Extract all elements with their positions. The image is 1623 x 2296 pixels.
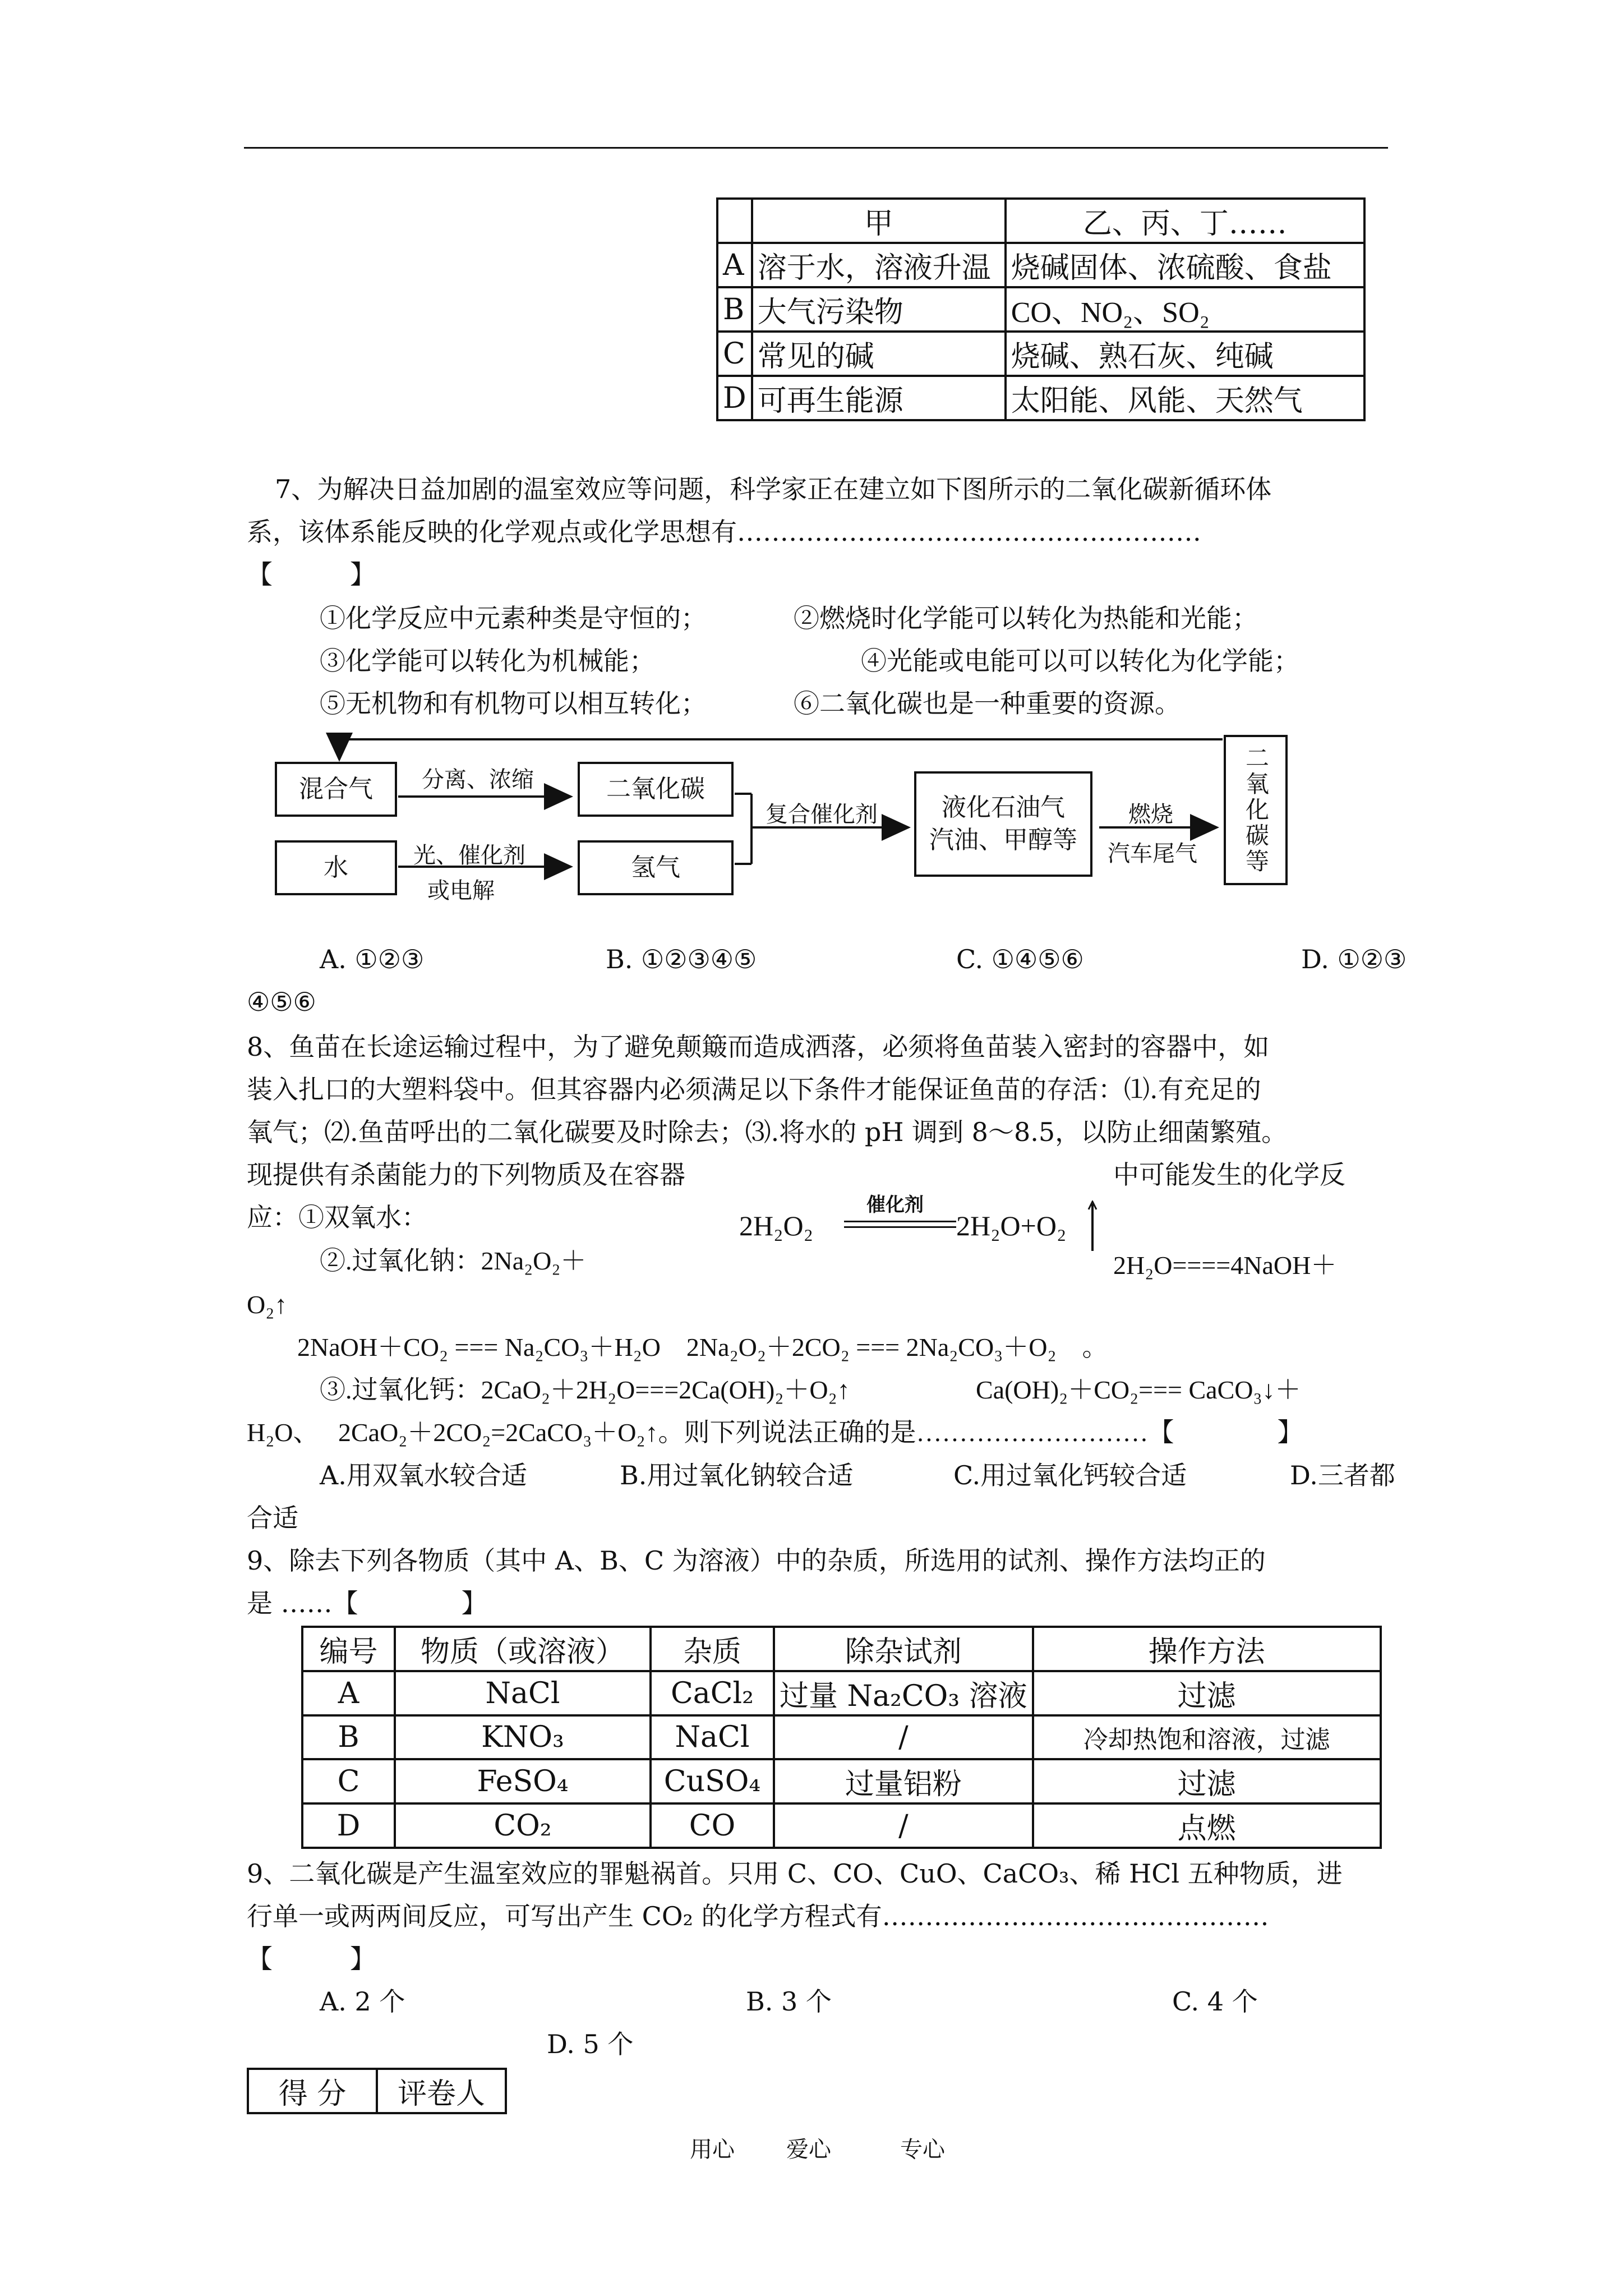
option-b: B. 3 个 [746, 1986, 832, 2017]
footer-text: 用心 [690, 2137, 735, 2162]
table-cell: NaCl [395, 1671, 651, 1715]
q7-line: 系，该体系能反映的化学观点或化学思想有……………………………………………… [247, 517, 1201, 547]
option-a: A. 2 个 [320, 1986, 405, 2017]
answer-bracket: 【 】 [247, 559, 376, 590]
burn-label: 燃烧 [1128, 802, 1173, 827]
hydrogen-box: 氢气 [578, 840, 734, 895]
table-cell: NaCl [651, 1715, 774, 1759]
table-cell: CuSO₄ [651, 1759, 774, 1803]
q8-line: 中可能发生的化学反 [1113, 1159, 1345, 1190]
table-header-cell: 甲 [752, 199, 1006, 243]
fuel-box [914, 771, 1092, 877]
option-a: A. ①②③ [320, 944, 425, 974]
table-row [717, 376, 1364, 420]
water-box: 水 [275, 840, 397, 895]
option-d: D. 5 个 [547, 2029, 634, 2059]
up-arrow-icon [1087, 1200, 1098, 1252]
table-header-cell: 乙、丙、丁…… [1006, 199, 1364, 243]
table-cell: 常见的碱 [752, 332, 1006, 376]
co2-cycle-diagram [264, 724, 1295, 937]
option-d-cont: 合适 [247, 1503, 298, 1533]
co2-box: 二氧化碳 [578, 762, 734, 817]
table-cell: 大气污染物 [752, 287, 1006, 332]
q9b-line: 行单一或两两间反应，可写出产生 CO₂ 的化学方程式有……………………………………… [247, 1901, 1269, 1931]
exhaust-label: 汽车尾气 [1108, 841, 1197, 867]
table-row [248, 2069, 506, 2113]
table-cell: A [717, 243, 752, 287]
catalyst-over-arrow: 催化剂 [866, 1194, 924, 1216]
table-cell: / [774, 1803, 1033, 1848]
statement: ①化学反应中元素种类是守恒的； [320, 603, 707, 633]
table-cell: A [302, 1671, 395, 1715]
option-c: C. ①④⑤⑥ [956, 944, 1084, 974]
option-c: C.用过氧化钙较合适 [953, 1460, 1187, 1490]
table-cell: CO₂ [395, 1803, 651, 1848]
q8-line: O₂↑ [247, 1290, 288, 1319]
table-cell: 冷却热饱和溶液，过滤 [1033, 1715, 1381, 1759]
electrolysis-label: 或电解 [427, 878, 495, 904]
table-cell: CaCl₂ [651, 1671, 774, 1715]
equals-bar [844, 1226, 956, 1228]
table-cell: KNO₃ [395, 1715, 651, 1759]
grader-cell: 评卷人 [377, 2069, 506, 2113]
table-row [302, 1803, 1381, 1848]
q8-line: 8、鱼苗在长途运输过程中，为了避免颠簸而造成洒落，必须将鱼苗装入密封的容器中，如 [247, 1032, 1270, 1062]
table-cell: D [717, 376, 752, 420]
co2-end-box: 二氧化碳等 [1224, 735, 1288, 885]
table-cell: C [302, 1759, 395, 1803]
statement: ②燃烧时化学能可以转化为热能和光能； [794, 603, 1258, 633]
table-cell: CO [651, 1803, 774, 1848]
option-b: B.用过氧化钠较合适 [620, 1460, 854, 1490]
table-row [302, 1759, 1381, 1803]
table-header-cell [717, 199, 752, 243]
table-cell: 可再生能源 [752, 376, 1006, 420]
q8-line: H₂O、 2CaO₂＋2CO₂=2CaCO₃＋O₂↑。则下列说法正确的是………………………【 】 [247, 1418, 1303, 1447]
q9-line: 是 ……【 】 [247, 1588, 487, 1618]
table-header-cell: 杂质 [651, 1627, 774, 1671]
statement: ⑥二氧化碳也是一种重要的资源。 [794, 688, 1181, 719]
q8-line: 装入扎口的大塑料袋中。但其容器内必须满足以下条件才能保证鱼苗的存活：⑴.有充足的 [247, 1074, 1261, 1105]
light-catalyst-label: 光、催化剂 [413, 843, 525, 868]
q7-line: 7、为解决日益加剧的温室效应等问题，科学家正在建立如下图所示的二氧化碳新循环体 [275, 474, 1272, 504]
option-b: B. ①②③④⑤ [606, 944, 757, 974]
table-row [302, 1715, 1381, 1759]
answer-bracket: 【 】 [247, 1944, 376, 1974]
table-header-cell: 操作方法 [1033, 1627, 1381, 1671]
table-cell: 溶于水，溶液升温 [752, 243, 1006, 287]
q8-line: 现提供有杀菌能力的下列物质及在容器 [247, 1159, 685, 1190]
h2o2-right: 2H₂O+O₂ [956, 1210, 1067, 1241]
table-cell: / [774, 1715, 1033, 1759]
table-cell: 烧碱、熟石灰、纯碱 [1006, 332, 1364, 376]
q8-line: Ca(OH)₂＋CO₂=== CaCO₃↓＋ [976, 1375, 1301, 1404]
table-cell: 过量 Na₂CO₃ 溶液 [774, 1671, 1033, 1715]
footer-text: 爱心 [786, 2137, 831, 2162]
table-header-row [302, 1627, 1381, 1671]
header-rule [244, 147, 1388, 149]
q8-line: 氧气；⑵.鱼苗呼出的二氧化碳要及时除去；⑶.将水的 pH 调到 8～8.5，以防止细菌繁殖。 [247, 1117, 1288, 1147]
table-cell: B [717, 287, 752, 332]
table-cell: 过量铝粉 [774, 1759, 1033, 1803]
table-header-row [717, 199, 1364, 243]
table-row [717, 243, 1364, 287]
table-cell: 过滤 [1033, 1759, 1381, 1803]
table-row [717, 332, 1364, 376]
option-d: D.三者都 [1290, 1460, 1395, 1490]
table-header-cell: 编号 [302, 1627, 395, 1671]
table-header-cell: 物质（或溶液） [395, 1627, 651, 1671]
q8-line: 应：①双氧水： [247, 1202, 427, 1232]
statement: ④光能或电能可以可以转化为化学能； [861, 646, 1299, 676]
option-c: C. 4 个 [1172, 1986, 1258, 2017]
statement: ③化学能可以转化为机械能； [320, 646, 655, 676]
fuel-box-line: 液化石油气 [942, 793, 1065, 822]
score-table [247, 2068, 507, 2114]
q9-line: 9、除去下列各物质（其中 A、B、C 为溶液）中的杂质，所选用的试剂、操作方法均正的 [247, 1545, 1266, 1576]
catalyst-label: 复合催化剂 [766, 802, 878, 827]
table-cell: D [302, 1803, 395, 1848]
table-cell: 太阳能、风能、天然气 [1006, 376, 1364, 420]
q8-line: 2NaOH＋CO₂ === Na₂CO₃＋H₂O 2Na₂O₂＋2CO₂ === 2Na₂CO₃＋O₂ 。 [297, 1333, 1108, 1361]
table-row [302, 1671, 1381, 1715]
statement: ⑤无机物和有机物可以相互转化； [320, 688, 707, 719]
table-header-cell: 除杂试剂 [774, 1627, 1033, 1671]
option-a: A.用双氧水较合适 [320, 1460, 527, 1490]
table-cell: 烧碱固体、浓硫酸、食盐 [1006, 243, 1364, 287]
separate-label: 分离、浓缩 [422, 767, 534, 793]
table-cell: B [302, 1715, 395, 1759]
q8-line: 2H₂O====4NaOH＋ [1113, 1251, 1337, 1280]
table-row [717, 287, 1364, 332]
fuel-box-line: 汽油、甲醇等 [929, 826, 1077, 854]
footer-text: 专心 [900, 2137, 945, 2162]
table-cell: CO、NO₂、SO₂ [1006, 287, 1364, 332]
impurity-table [301, 1626, 1382, 1849]
option-d: D. ①②③ [1301, 944, 1407, 974]
score-cell: 得 分 [248, 2069, 377, 2113]
table-cell: 点燃 [1033, 1803, 1381, 1848]
h2o2-left: 2H₂O₂ [739, 1210, 814, 1241]
equals-bar [844, 1221, 956, 1222]
option-d-cont: ④⑤⑥ [247, 987, 316, 1017]
q9b-line: 9、二氧化碳是产生温室效应的罪魁祸首。只用 C、CO、CuO、CaCO₃、稀 HCl 五种物质，进 [247, 1858, 1343, 1889]
classification-table [716, 197, 1366, 421]
q8-line: ②.过氧化钠：2Na₂O₂＋ [320, 1246, 587, 1275]
mixed-gas-box: 混合气 [275, 762, 397, 817]
table-cell: FeSO₄ [395, 1759, 651, 1803]
q8-line: ③.过氧化钙：2CaO₂＋2H₂O===2Ca(OH)₂＋O₂↑ [320, 1375, 850, 1404]
table-cell: C [717, 332, 752, 376]
table-cell: 过滤 [1033, 1671, 1381, 1715]
